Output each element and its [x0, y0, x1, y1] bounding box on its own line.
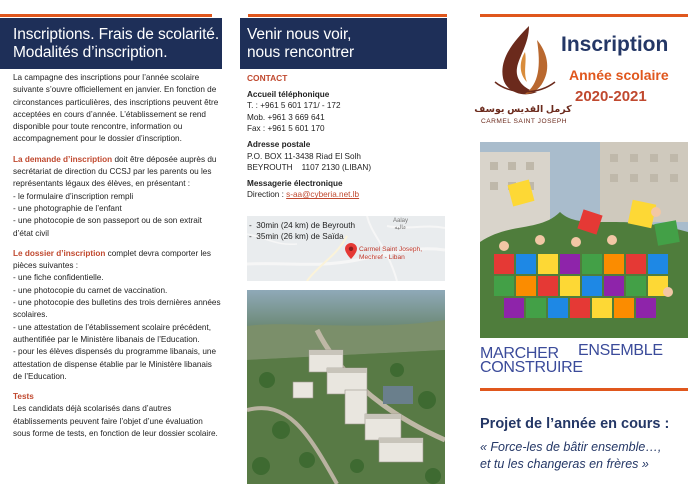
town-latin: Aalay — [393, 218, 409, 224]
list-item: - une photocopie de son passeport ou de son extrait d’état civil — [13, 215, 221, 240]
accent-divider — [480, 388, 688, 391]
contact-heading-line2: nous rencontrer — [247, 44, 355, 61]
map-pin-icon[interactable] — [345, 243, 357, 259]
tests-label: Tests — [13, 392, 34, 402]
email-row — [247, 189, 445, 201]
dossier-text: complet devra comporter les pièces suivantes : — [13, 248, 211, 271]
list-item: - une fiche confidentielle. — [13, 272, 221, 284]
contact-label: CONTACT — [247, 73, 288, 83]
phone-number: T. : +961 5 601 171/ - 172 — [247, 101, 341, 111]
dossier-paragraph — [13, 248, 221, 273]
demande-text: doit être déposée auprès du secrétariat de direction du CCSJ par les parents ou les représentants légaux des élèves, en présentant : — [13, 154, 217, 189]
list-item: - pour les élèves dispensés du programme libanais, une attestation de dispense établie par le Ministère libanais de l’Education. — [13, 346, 221, 383]
location-map[interactable] — [247, 216, 445, 281]
map-pin-label — [359, 246, 422, 263]
motto-marcher: MARCHER — [480, 345, 559, 362]
projet-title: Projet de l’année en cours : — [480, 416, 670, 432]
motto-ensemble: ENSEMBLE — [578, 342, 663, 359]
list-item: - une photocopie des bulletins des trois dernières années scolaires. — [13, 297, 221, 322]
motto-construire: CONSTRUIRE — [480, 359, 583, 376]
mobile-number: Mob. +961 3 669 641 — [247, 112, 325, 122]
dossier-list — [13, 272, 221, 383]
inscriptions-heading-band — [0, 18, 222, 69]
contact-panel — [240, 0, 447, 500]
contact-heading-band — [240, 18, 447, 69]
intro-paragraph: La campagne des inscriptions pour l’année scolaire suivante s’ouvre officiellement en janvier. En fonction de circonstances particulières, des inscriptions peuvent être acceptées en cours d’année. L’établissement se rend disponible pour toute rencontre, information ou accompagnement pour le dossier d’inscription. — [13, 73, 219, 144]
demande-label: La demande d’inscription — [13, 154, 113, 164]
cover-panel — [463, 0, 700, 500]
inscriptions-body — [13, 72, 221, 448]
demande-paragraph — [13, 154, 221, 191]
campus-aerial-photo — [247, 290, 445, 484]
logo-latin-text: CARMEL SAINT JOSEPH — [480, 118, 568, 125]
projet-quote-line2: et tu les changeras en frères » — [480, 457, 649, 471]
list-item: - une photocopie du carnet de vaccination. — [13, 285, 221, 297]
distance-saida: 35min (26 km) de Saïda — [256, 232, 344, 241]
town-arabic: عاليه — [394, 225, 407, 231]
contact-heading-line1: Venir nous voir, — [247, 26, 352, 43]
list-item: - une attestation de l’établissement scolaire précédent, authentifiée par le Ministère libanais de l’Education. — [13, 322, 221, 347]
inscription-title: Inscription — [561, 33, 669, 56]
postal-line1: P.O. BOX 11-3438 Riad El Solh — [247, 151, 361, 161]
list-item: - le formulaire d’inscription rempli — [13, 191, 221, 203]
carmel-flame-logo — [485, 22, 565, 102]
year-value: 2020-2021 — [575, 88, 647, 105]
inscriptions-heading-line1: Inscriptions. Frais de scolarité. — [13, 26, 220, 43]
email-label: Messagerie électronique — [247, 178, 343, 188]
contact-details — [247, 73, 445, 201]
tests-paragraph: Les candidats déjà scolarisés dans d’autres établissements peuvent faire l’objet d’une évaluation sous forme de tests, en fonction de leur dossier scolaire. — [13, 404, 218, 439]
email-link[interactable]: s-aa@cyberia.net.lb — [286, 190, 360, 200]
postal-line2: BEYROUTH 1107 2130 (LIBAN) — [247, 163, 372, 173]
distance-beyrouth: 30min (24 km) de Beyrouth — [256, 221, 356, 230]
top-accent-bar — [480, 14, 688, 17]
year-label: Année scolaire — [569, 67, 669, 83]
postal-label: Adresse postale — [247, 139, 311, 149]
logo-arabic-text: كرمل القديس يوسف — [474, 104, 572, 115]
map-town-label — [393, 218, 408, 232]
demande-list — [13, 191, 221, 240]
dossier-label: Le dossier d’inscription — [13, 248, 106, 258]
phone-label: Accueil téléphonique — [247, 89, 330, 99]
list-item: - une photographie de l’enfant — [13, 203, 221, 215]
pin-line2: Mechref - Liban — [359, 254, 405, 262]
inscriptions-heading-line2: Modalités d’inscription. — [13, 44, 168, 61]
pin-line1: Carmel Saint Joseph, — [359, 246, 423, 253]
map-distances: - 30min (24 km) de Beyrouth - 35min (26 km) de Saïda — [249, 221, 356, 241]
projet-quote — [480, 439, 695, 473]
top-accent-bar — [248, 14, 447, 17]
inscriptions-panel — [0, 0, 240, 500]
projet-quote-line1: « Force-les de bâtir ensemble…, — [480, 440, 662, 454]
fax-number: Fax : +961 5 601 170 — [247, 124, 325, 134]
students-puzzle-photo — [480, 142, 688, 338]
email-prefix: Direction : — [247, 190, 287, 200]
top-accent-bar — [0, 14, 212, 17]
